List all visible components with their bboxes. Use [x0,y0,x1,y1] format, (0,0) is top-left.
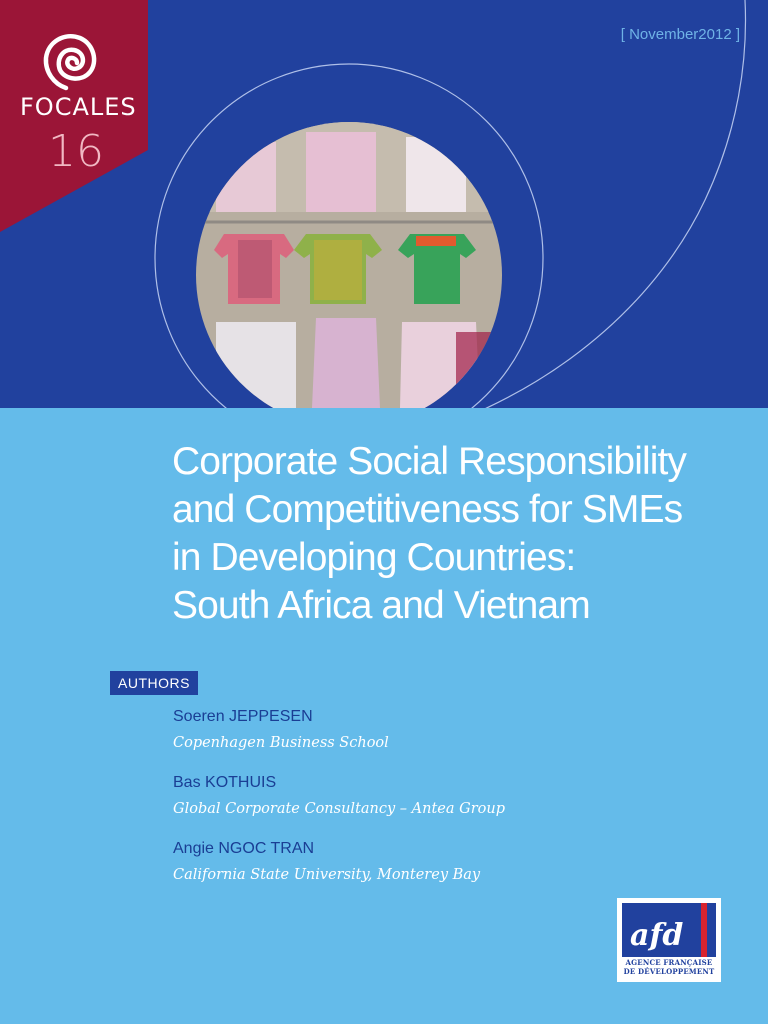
author-name: Soeren JEPPESEN [173,708,313,725]
title-line-2: and Competitiveness for SMEs [172,488,683,531]
afd-agency-line-1: AGENCE FRANÇAISE [625,958,713,967]
author-entry [173,838,480,886]
title-line-3: in Developing Countries: [172,536,576,579]
afd-flag-stripe [701,903,707,957]
cover-top-band [0,0,768,408]
title-line-1: Corporate Social Responsibility [172,440,687,483]
author-name: Angie NGOC TRAN [173,840,315,857]
author-entry [173,772,505,820]
title-line-4: South Africa and Vietnam [172,584,590,627]
series-name: FOCALES [20,93,137,121]
series-number: 16 [48,126,104,177]
afd-wordmark: afd [630,918,684,953]
author-affiliation: Global Corporate Consultancy – Antea Group [173,801,505,817]
publication-date: [ November2012 ] [620,26,740,43]
cover-photo [196,122,502,408]
afd-agency-name [622,958,716,976]
afd-logo [617,898,721,982]
author-name: Bas KOTHUIS [173,774,277,791]
author-affiliation: California State University, Monterey Bay [173,867,481,883]
author-affiliation: Copenhagen Business School [173,735,389,751]
document-title [172,438,742,630]
author-entry [173,706,389,754]
authors-label: AUTHORS [110,671,198,695]
afd-agency-line-2: DE DÉVELOPPEMENT [623,967,715,976]
